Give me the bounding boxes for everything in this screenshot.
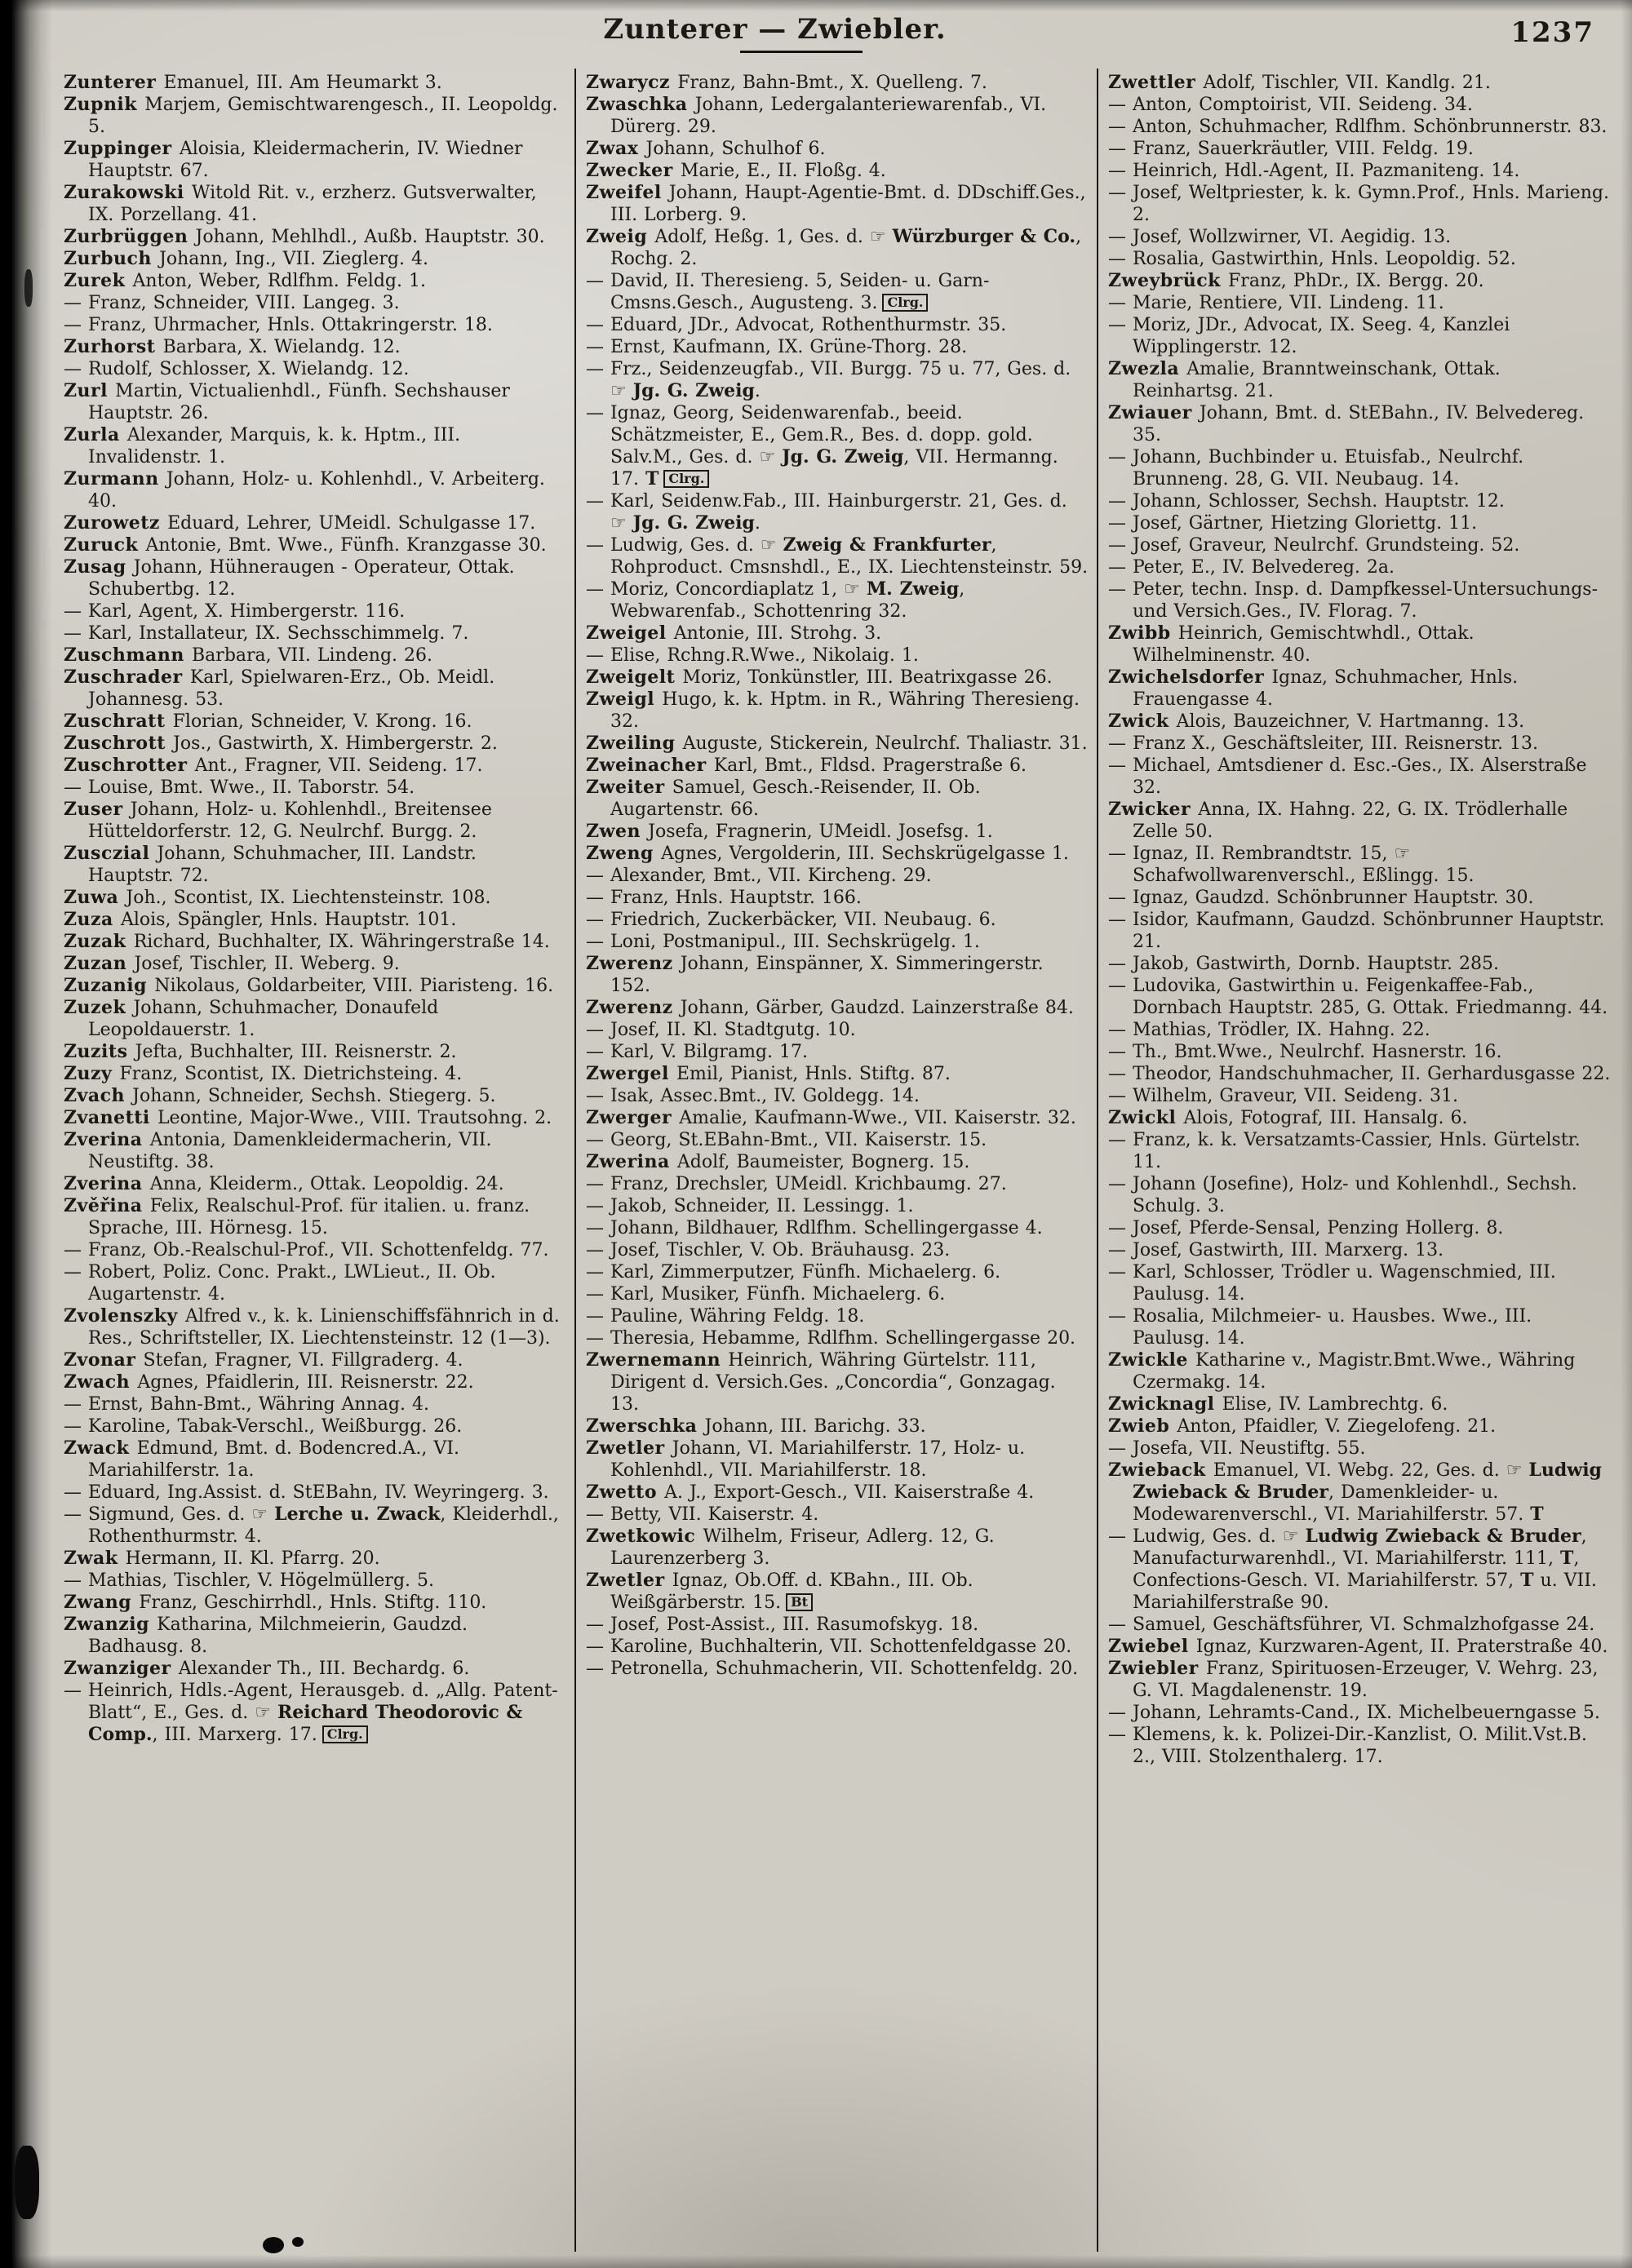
entry: — Louise, Bmt. Wwe., II. Taborstr. 54. [64,777,415,798]
entry-surname: Zwetler [586,1570,672,1591]
entry: — Theodor, Handschuhmacher, II. Gerhardusgasse 22. [1108,1064,1611,1084]
entry: — Karoline, Tabak-Verschl., Weißburgg. 26. [64,1416,463,1437]
entry-surname: Zwen [586,821,649,842]
entry: Zwanziger Alexander Th., III. Bechardg. 6. [64,1658,470,1679]
entry: — Karl, Musiker, Fünfh. Michaelerg. 6. [586,1284,946,1305]
entry: — Theresia, Hebamme, Rdlfhm. Schellingergasse 20. [586,1328,1076,1349]
entry: Zwieback Emanuel, VI. Webg. 22, Ges. d. ☞ Ludwig Zwieback & Bruder, Damenkleider- u. Modewarenverschl., VI. Mariahilferstr. 57. T [1108,1460,1602,1525]
entry: — Johann, Schlosser, Sechsh. Hauptstr. 12. [1108,491,1505,512]
entry: Zwettler Adolf, Tischler, VII. Kandlg. 21. [1108,72,1491,93]
entry: — Th., Bmt.Wwe., Neulrchf. Hasnerstr. 16. [1108,1042,1502,1062]
entry: — Karl, Zimmerputzer, Fünfh. Michaelerg. 6. [586,1262,1001,1282]
entry: — Elise, Rchng.R.Wwe., Nikolaig. 1. [586,645,919,666]
entry-surname: Zweinacher [586,755,714,776]
ink-blot [15,2146,39,2219]
entry-surname: Zwanzig [64,1614,157,1635]
entry: — Josef, Gärtner, Hietzing Gloriettg. 11. [1108,513,1478,534]
entry-surname: Zwaschka [586,94,695,115]
entry-surname: Zvanetti [64,1107,157,1128]
entry: Zwerina Adolf, Baumeister, Bognerg. 15. [586,1151,970,1172]
entry-surname: Zwerschka [586,1415,705,1437]
entry-surname: Zweng [586,843,662,864]
entry-surname: Zurakowski [64,182,192,203]
entry: Zweigelt Moriz, Tonkünstler, III. Beatrixgasse 26. [586,667,1053,688]
entry: Zurbuch Johann, Ing., VII. Zieglerg. 4. [64,248,428,269]
entry-surname: Zweiter [586,777,672,798]
entry-surname: Zusczial [64,843,157,864]
entry: Zuza Alois, Spängler, Hnls. Hauptstr. 101. [64,909,457,930]
entry-surname: Zurbrüggen [64,226,196,247]
entry: — Marie, Rentiere, VII. Lindeng. 11. [1108,293,1444,313]
entry-surname: Zurowetz [64,512,168,534]
entry-tag: Clrg. [663,470,709,488]
entry-tag: Clrg. [322,1725,368,1743]
entry: — Mathias, Trödler, IX. Hahng. 22. [1108,1020,1430,1040]
entry: — Josef, Pferde-Sensal, Penzing Hollerg. 8. [1108,1218,1504,1238]
entry: — Rudolf, Schlosser, X. Wielandg. 12. [64,359,410,379]
entry: Zwack Edmund, Bmt. d. Bodencred.A., VI. Mariahilferstr. 1a. [64,1437,459,1481]
entry: — David, II. Theresieng. 5, Seiden- u. Garn-Cmsns.Gesch., Augusteng. 3. Clrg. [586,271,990,313]
entry: Zwezla Amalie, Branntweinschank, Ottak. Reinhartsg. 21. [1108,358,1501,401]
entry-surname: Zuza [64,909,121,930]
entry: — Eduard, JDr., Advocat, Rothenthurmstr. 35. [586,315,1007,335]
entry: Zwernemann Heinrich, Währing Gürtelstr. 111, Dirigent d. Versich.Ges. „Concordia“, Gonzagag. 13. [586,1349,1056,1415]
entry: Zwick Alois, Bauzeichner, V. Hartmanng. 13. [1108,711,1525,732]
entry: — Ludovika, Gastwirthin u. Feigenkaffee-Fab., Dornbach Hauptstr. 285, G. Ottak. Friedmanng. 44. [1108,976,1608,1018]
entry-surname: Zverina [64,1173,150,1194]
entry-surname: Zuzy [64,1063,120,1084]
entry: Zuzan Josef, Tischler, II. Weberg. 9. [64,953,400,974]
entry: Zwiauer Johann, Bmt. d. StEBahn., IV. Belvedereg. 35. [1108,402,1585,445]
column-2 [574,69,1097,2252]
entry-surname: Zwettler [1108,72,1204,93]
entry: Zwetler Johann, VI. Mariahilferstr. 17, Holz- u. Kohlenhdl., VII. Mariahilferstr. 18. [586,1437,1026,1481]
entry-surname: Zwick [1108,711,1177,732]
entry-surname: Zweifel [586,182,669,203]
entry: — Johann, Bildhauer, Rdlfhm. Schellingergasse 4. [586,1218,1043,1238]
header-divider [740,51,863,53]
entry-surname: Zuzek [64,997,134,1018]
entry-surname: Zweigl [586,689,663,710]
entry: Zwaschka Johann, Ledergalanteriewarenfab., VI. Dürerg. 29. [586,94,1047,137]
entry-surname: Zurla [64,424,127,445]
entry: Zuzanig Nikolaus, Goldarbeiter, VIII. Piaristeng. 16. [64,975,554,996]
entry: — Karl, Agent, X. Himbergerstr. 116. [64,601,406,622]
entry: Zurl Martin, Victualienhdl., Fünfh. Sechshauser Hauptstr. 26. [64,380,510,423]
entry-surname: Zweybrück [1108,270,1229,291]
entry: — Ernst, Bahn-Bmt., Währing Annag. 4. [64,1394,429,1415]
entry-surname: Zwerenz [586,997,681,1018]
entry: — Rosalia, Milchmeier- u. Hausbes. Wwe., III. Paulusg. 14. [1108,1306,1532,1349]
firm-name: T [1520,1570,1534,1591]
entry: Zweiter Samuel, Gesch.-Reisender, II. Ob. Augartenstr. 66. [586,777,981,820]
entry-surname: Zwergel [586,1063,676,1084]
entry: Zvanetti Leontine, Major-Wwe., VIII. Trautsohng. 2. [64,1107,552,1128]
entry: — Klemens, k. k. Polizei-Dir.-Kanzlist, O. Milit.Vst.B. 2., VIII. Stolzenthalerg. 17. [1108,1725,1587,1767]
entry: Zweiling Auguste, Stickerein, Neulrchf. Thaliastr. 31. [586,733,1088,754]
firm-name: Ludwig Zwieback & Bruder [1305,1526,1581,1547]
entry: — Karl, Schlosser, Trödler u. Wagenschmied, III. Paulusg. 14. [1108,1262,1556,1305]
entry-surname: Zvolenszky [64,1305,185,1327]
entry: Zwen Josefa, Fragnerin, UMeidl. Josefsg. 1. [586,821,993,842]
entry: Zuzek Johann, Schuhmacher, Donaufeld Leopoldauerstr. 1. [64,997,439,1040]
entry: Zuzy Franz, Scontist, IX. Dietrichsteing. 4. [64,1063,463,1084]
entry-surname: Zurmann [64,468,166,489]
entry: Zwecker Marie, E., II. Floßg. 4. [586,160,886,181]
entry: Zweybrück Franz, PhDr., IX. Bergg. 20. [1108,270,1484,291]
entry-surname: Zwax [586,138,646,159]
entry-surname: Zwak [64,1548,126,1569]
entry-surname: Zuruck [64,534,146,556]
entry: Zupnik Marjem, Gemischtwarengesch., II. Leopoldg. 5. [64,94,558,137]
entry-surname: Zwickl [1108,1107,1184,1128]
entry: — Rosalia, Gastwirthin, Hnls. Leopoldig. 52. [1108,249,1516,269]
entry: Zuschrotter Ant., Fragner, VII. Seideng. 17. [64,755,483,776]
entry: Zurakowski Witold Rit. v., erzherz. Gutsverwalter, IX. Porzellang. 41. [64,182,537,225]
entry-surname: Zuschrott [64,733,174,754]
firm-name: Würzburger & Co. [892,226,1076,247]
firm-name: Zweig & Frankfurter [783,534,991,556]
entry-surname: Zwetto [586,1482,665,1503]
entry-surname: Zwickle [1108,1349,1196,1371]
entry-surname: Zwetler [586,1437,672,1459]
entry: — Johann (Josefine), Holz- und Kohlenhdl., Sechsh. Schulg. 3. [1108,1174,1577,1216]
firm-name: T [1530,1504,1544,1525]
firm-name: Reichard Theodorovic & Comp. [88,1702,523,1745]
entry: — Isak, Assec.Bmt., IV. Goldegg. 14. [586,1086,920,1106]
entry-surname: Zweigelt [586,667,683,688]
entry: Zwiebel Ignaz, Kurzwaren-Agent, II. Praterstraße 40. [1108,1636,1608,1657]
entry: Zusag Johann, Hühneraugen - Operateur, Ottak. Schubertbg. 12. [64,556,515,600]
entry: — Eduard, Ing.Assist. d. StEBahn, IV. Weyringerg. 3. [64,1482,549,1503]
entry: — Johann, Lehramts-Cand., IX. Michelbeuerngasse 5. [1108,1703,1600,1723]
page-header-title: Zunterer — Zwiebler. [603,13,947,46]
entry-surname: Zuschmann [64,645,193,666]
entry: Zwerenz Johann, Einspänner, X. Simmeringerstr. 152. [586,953,1044,996]
page-number: 1237 [1510,16,1594,49]
firm-name: Ludwig Zwieback & Bruder [1133,1460,1602,1503]
entry: — Franz, Schneider, VIII. Langeg. 3. [64,293,400,313]
entry: — Peter, techn. Insp. d. Dampfkessel-Untersuchungs- und Versich.Ges., IV. Florag. 7. [1108,579,1599,622]
entry-surname: Zwack [64,1437,137,1459]
ink-blot [263,2237,284,2253]
entry: Zusczial Johann, Schuhmacher, III. Landstr. Hauptstr. 72. [64,843,477,886]
entry: Zwickl Alois, Fotograf, III. Hansalg. 6. [1108,1107,1468,1128]
entry: — Josef, Tischler, V. Ob. Bräuhausg. 23. [586,1240,951,1260]
entry: — Sigmund, Ges. d. ☞ Lerche u. Zwack, Kleiderhdl., Rothenthurmstr. 4. [64,1504,559,1547]
entry: — Michael, Amtsdiener d. Esc.-Ges., IX. Alserstraße 32. [1108,755,1587,798]
entry: Zwax Johann, Schulhof 6. [586,138,826,159]
entry: Zuzits Jefta, Buchhalter, III. Reisnerstr. 2. [64,1041,457,1062]
entry: — Franz, Hnls. Hauptstr. 166. [586,888,862,908]
entry: Zweigl Hugo, k. k. Hptm. in R., Währing Theresieng. 32. [586,689,1080,732]
firm-name: T [645,468,659,489]
entry: Zvěřina Felix, Realschul-Prof. für italien. u. franz. Sprache, III. Hörnesg. 15. [64,1195,530,1238]
column-1 [54,69,574,2252]
entry: — Ludwig, Ges. d. ☞ Zweig & Frankfurter, Rohproduct. Cmsnshdl., E., IX. Liechtensteinstr. 59. [586,534,1089,578]
entry: — Isidor, Kaufmann, Gaudzd. Schönbrunner Hauptstr. 21. [1108,910,1605,952]
entry: Zwiebler Franz, Spirituosen-Erzeuger, V. Wehrg. 23, G. VI. Magdalenenstr. 19. [1108,1658,1599,1701]
entry-surname: Zwezla [1108,358,1187,379]
column-3 [1097,69,1619,2252]
entry-surname: Zwang [64,1592,140,1613]
entry: — Heinrich, Hdls.-Agent, Herausgeb. d. „Allg. Patent-Blatt“, E., Ges. d. ☞ Reichard Theodorovic & Comp., III. Marxerg. 17. Clrg. [64,1681,558,1745]
entry: Zuwa Joh., Scontist, IX. Liechtensteinstr. 108. [64,887,491,908]
entry: Zurmann Johann, Holz- u. Kohlenhdl., V. Arbeiterg. 40. [64,468,545,512]
entry: Zwieb Anton, Pfaidler, V. Ziegelofeng. 21. [1108,1415,1497,1437]
entry-surname: Zwanziger [64,1658,179,1679]
entry: — Karl, V. Bilgramg. 17. [586,1042,808,1062]
entry-surname: Zunterer [64,72,164,93]
entry-surname: Zwicknagl [1108,1393,1222,1415]
entry-surname: Zwetkowic [586,1526,703,1547]
entry-surname: Zwerenz [586,953,681,974]
entry: — Betty, VII. Kaiserstr. 4. [586,1504,819,1525]
entry: Zwerger Amalie, Kaufmann-Wwe., VII. Kaiserstr. 32. [586,1107,1076,1128]
entry: — Frz., Seidenzeugfab., VII. Burgg. 75 u. 77, Ges. d. ☞ Jg. G. Zweig. [586,359,1071,401]
entry-surname: Zuzanig [64,975,155,996]
entry: Zweinacher Karl, Bmt., Fldsd. Pragerstraße 6. [586,755,1027,776]
entry: — Pauline, Währing Feldg. 18. [586,1306,865,1327]
entry: — Anton, Comptoirist, VII. Seideng. 34. [1108,95,1473,115]
firm-name: T [1560,1548,1574,1569]
entry: Zvonar Stefan, Fragner, VI. Fillgraderg. 4. [64,1349,463,1371]
entry: — Josef, Weltpriester, k. k. Gymn.Prof., Hnls. Marieng. 2. [1108,183,1610,225]
entry-surname: Zuzan [64,953,135,974]
entry: Zverina Anna, Kleiderm., Ottak. Leopoldig. 24. [64,1173,504,1194]
firm-name: Jg. G. Zweig [632,380,755,401]
entry: Zurowetz Eduard, Lehrer, UMeidl. Schulgasse 17. [64,512,536,534]
entry: — Franz, Ob.-Realschul-Prof., VII. Schottenfeldg. 77. [64,1240,549,1260]
entry: — Ludwig, Ges. d. ☞ Ludwig Zwieback & Bruder, Manufacturwarenhdl., VI. Mariahilferstr. 111, T, Confections-Gesch. VI. Mariahilferstr. 57, T u. VII. Mariahilferstraße 90. [1108,1526,1597,1613]
entry: — Josef, Graveur, Neulrchf. Grundsteing. 52. [1108,535,1520,556]
entry-surname: Zverina [64,1129,150,1150]
entry: Zuruck Antonie, Bmt. Wwe., Fünfh. Kranzgasse 30. [64,534,547,556]
entry: — Moriz, Concordiaplatz 1, ☞ M. Zweig, Webwarenfab., Schottenring 32. [586,578,965,622]
entry: — Franz, Uhrmacher, Hnls. Ottakringerstr. 18. [64,315,493,335]
entry-surname: Zwibb [1108,622,1178,644]
entry: Zwanzig Katharina, Milchmeierin, Gaudzd. Badhausg. 8. [64,1614,468,1657]
entry: — Moriz, JDr., Advocat, IX. Seeg. 4, Kanzlei Wipplingerstr. 12. [1108,315,1510,357]
entry: — Ignaz, Gaudzd. Schönbrunner Hauptstr. 30. [1108,888,1534,908]
entry: Zweng Agnes, Vergolderin, III. Sechskrügelgasse 1. [586,843,1069,864]
entry-surname: Zuschrotter [64,755,195,776]
entry-surname: Zurhorst [64,336,163,357]
entry-surname: Zuzak [64,931,134,952]
entry: — Josefa, VII. Neustiftg. 55. [1108,1438,1366,1459]
entry: — Heinrich, Hdl.-Agent, II. Pazmaniteng. 14. [1108,161,1520,181]
entry-surname: Zusag [64,556,134,578]
entry-tag: Clrg. [882,294,928,312]
entry-surname: Zurl [64,380,116,401]
entry-surname: Zuppinger [64,138,180,159]
entry: Zvolenszky Alfred v., k. k. Linienschiffsfähnrich in d. Res., Schriftsteller, IX. Liechtensteinstr. 12 (1—3). [64,1305,560,1349]
entry: Zwach Agnes, Pfaidlerin, III. Reisnerstr. 22. [64,1371,474,1393]
ink-blot [292,2237,304,2247]
entry: Zwetkowic Wilhelm, Friseur, Adlerg. 12, G. Laurenzerberg 3. [586,1526,995,1569]
entry-surname: Zwieback [1108,1460,1213,1481]
entry: Zwichelsdorfer Ignaz, Schuhmacher, Hnls. Frauengasse 4. [1108,667,1519,710]
entry-surname: Zwicker [1108,799,1199,820]
entry: Zurek Anton, Weber, Rdlfhm. Feldg. 1. [64,270,426,291]
entry: — Friedrich, Zuckerbäcker, VII. Neubaug. 6. [586,910,996,930]
entry: Zuschrader Karl, Spielwaren-Erz., Ob. Meidl. Johannesg. 53. [64,667,495,710]
entry: Zurla Alexander, Marquis, k. k. Hptm., III. Invalidenstr. 1. [64,424,461,467]
entry-surname: Zvěřina [64,1195,150,1216]
entry: — Anton, Schuhmacher, Rdlfhm. Schönbrunnerstr. 83. [1108,117,1608,137]
entry: Zuzak Richard, Buchhalter, IX. Währingerstraße 14. [64,931,550,952]
firm-name: Jg. G. Zweig [632,512,755,534]
entry: Zuser Johann, Holz- u. Kohlenhdl., Breitensee Hütteldorferstr. 12, G. Neulrchf. Burgg. 2. [64,799,492,842]
entry-surname: Zurek [64,270,133,291]
entry-surname: Zwieb [1108,1415,1177,1437]
entry: — Ernst, Kaufmann, IX. Grüne-Thorg. 28. [586,337,968,357]
entry: Zwergel Emil, Pianist, Hnls. Stiftg. 87. [586,1063,951,1084]
entry-tag: Bt [786,1593,813,1611]
entry-surname: Zupnik [64,94,145,115]
directory-columns [54,69,1619,2252]
entry-surname: Zweigel [586,622,674,644]
entry: — Franz, Sauerkräutler, VIII. Feldg. 19. [1108,139,1474,159]
entry: Zwerenz Johann, Gärber, Gaudzd. Lainzerstraße 84. [586,997,1074,1018]
entry: — Robert, Poliz. Conc. Prakt., LWLieut., II. Ob. Augartenstr. 4. [64,1262,496,1305]
entry: — Georg, St.EBahn-Bmt., VII. Kaiserstr. 15. [586,1130,987,1150]
entry: Zwicknagl Elise, IV. Lambrechtg. 6. [1108,1393,1448,1415]
entry: Zwibb Heinrich, Gemischtwhdl., Ottak. Wilhelminenstr. 40. [1108,622,1475,666]
entry-surname: Zuser [64,799,131,820]
entry: — Josef, Post-Assist., III. Rasumofskyg. 18. [586,1615,979,1635]
firm-name: Jg. G. Zweig [782,446,904,467]
entry: Zuschratt Florian, Schneider, V. Krong. 16. [64,711,472,732]
entry-surname: Zvonar [64,1349,144,1371]
entry: — Wilhelm, Graveur, VII. Seideng. 31. [1108,1086,1458,1106]
entry-surname: Zwach [64,1371,138,1393]
entry: — Franz, k. k. Versatzamts-Cassier, Hnls. Gürtelstr. 11. [1108,1130,1581,1172]
entry: — Franz, Drechsler, UMeidl. Krichbaumg. 27. [586,1174,1007,1194]
entry: Zwerschka Johann, III. Barichg. 33. [586,1415,926,1437]
entry: Zvach Johann, Schneider, Sechsh. Stiegerg. 5. [64,1085,496,1106]
entry-surname: Zwiauer [1108,402,1200,423]
entry: — Ignaz, Georg, Seidenwarenfab., beeid. Schätzmeister, E., Gem.R., Bes. d. dopp. gold. Salv.M., Ges. d. ☞ Jg. G. Zweig, VII. Hermanng. 17. T Clrg. [586,403,1058,489]
entry-surname: Zvach [64,1085,133,1106]
entry: Zverina Antonia, Damenkleidermacherin, VII. Neustiftg. 38. [64,1129,492,1172]
entry: — Johann, Buchbinder u. Etuisfab., Neulrchf. Brunneng. 28, G. VII. Neubaug. 14. [1108,447,1524,489]
entry: Zwak Hermann, II. Kl. Pfarrg. 20. [64,1548,380,1569]
entry: — Karl, Seidenw.Fab., III. Hainburgerstr. 21, Ges. d. ☞ Jg. G. Zweig. [586,491,1067,534]
entry-surname: Zweig [586,226,655,247]
entry: — Petronella, Schuhmacherin, VII. Schottenfeldg. 20. [586,1659,1079,1679]
entry: Zuppinger Aloisia, Kleidermacherin, IV. Wiedner Hauptstr. 67. [64,138,523,181]
entry: — Samuel, Geschäftsführer, VI. Schmalzhofgasse 24. [1108,1615,1595,1635]
entry: Zunterer Emanuel, III. Am Heumarkt 3. [64,72,442,93]
entry: — Ignaz, II. Rembrandtstr. 15, ☞ Schafwollwarenverschl., Eßlingg. 15. [1108,844,1475,886]
entry-surname: Zwerina [586,1151,677,1172]
entry-surname: Zwiebler [1108,1658,1206,1679]
entry: Zurbrüggen Johann, Mehlhdl., Außb. Hauptstr. 30. [64,226,545,247]
entry-surname: Zurbuch [64,248,160,269]
entry: — Loni, Postmanipul., III. Sechskrügelg. 1. [586,932,980,952]
entry: Zwicker Anna, IX. Hahng. 22, G. IX. Trödlerhalle Zelle 50. [1108,799,1568,842]
firm-name: M. Zweig [866,578,960,600]
entry: Zuschmann Barbara, VII. Lindeng. 26. [64,645,433,666]
ink-blot [24,269,33,307]
entry-surname: Zuzits [64,1041,135,1062]
entry: Zwarycz Franz, Bahn-Bmt., X. Quelleng. 7. [586,72,987,93]
entry-surname: Zuschratt [64,711,173,732]
entry-surname: Zweiling [586,733,683,754]
entry-surname: Zwarycz [586,72,678,93]
entry-surname: Zwiebel [1108,1636,1196,1657]
entry-surname: Zwecker [586,160,681,181]
entry: Zwetto A. J., Export-Gesch., VII. Kaiserstraße 4. [586,1482,1035,1503]
entry: Zweifel Johann, Haupt-Agentie-Bmt. d. DDschiff.Ges., III. Lorberg. 9. [586,182,1086,225]
entry: — Josef, Wollzwirner, VI. Aegidig. 13. [1108,227,1452,247]
entry-surname: Zuwa [64,887,126,908]
entry: Zurhorst Barbara, X. Wielandg. 12. [64,336,401,357]
entry: Zweigel Antonie, III. Strohg. 3. [586,622,882,644]
entry: — Josef, II. Kl. Stadtgutg. 10. [586,1020,856,1040]
entry: — Jakob, Schneider, II. Lessingg. 1. [586,1196,914,1216]
entry: — Karoline, Buchhalterin, VII. Schottenfeldgasse 20. [586,1637,1072,1657]
entry: — Alexander, Bmt., VII. Kircheng. 29. [586,866,932,886]
entry: Zuschrott Jos., Gastwirth, X. Himbergerstr. 2. [64,733,498,754]
entry-surname: Zwichelsdorfer [1108,667,1272,688]
entry: — Karl, Installateur, IX. Sechsschimmelg. 7. [64,623,469,644]
entry-surname: Zwernemann [586,1349,729,1371]
entry-surname: Zuschrader [64,667,190,688]
entry: Zwang Franz, Geschirrhdl., Hnls. Stiftg. 110. [64,1592,487,1613]
entry: — Franz X., Geschäftsleiter, III. Reisnerstr. 13. [1108,733,1538,754]
entry: — Jakob, Gastwirth, Dornb. Hauptstr. 285. [1108,954,1500,974]
scan-gutter-shadow [0,0,52,2268]
entry-surname: Zwerger [586,1107,680,1128]
entry: — Peter, E., IV. Belvedereg. 2a. [1108,557,1395,578]
firm-name: Lerche u. Zwack [274,1504,441,1525]
entry: Zwetler Ignaz, Ob.Off. d. KBahn., III. Ob. Weißgärberstr. 15. Bt [586,1570,973,1613]
entry: — Mathias, Tischler, V. Högelmüllerg. 5. [64,1570,435,1591]
entry: Zweig Adolf, Heßg. 1, Ges. d. ☞ Würzburger & Co., Rochg. 2. [586,226,1082,269]
entry: — Josef, Gastwirth, III. Marxerg. 13. [1108,1240,1444,1260]
entry: Zwickle Katharine v., Magistr.Bmt.Wwe., Währing Czermakg. 14. [1108,1349,1576,1393]
